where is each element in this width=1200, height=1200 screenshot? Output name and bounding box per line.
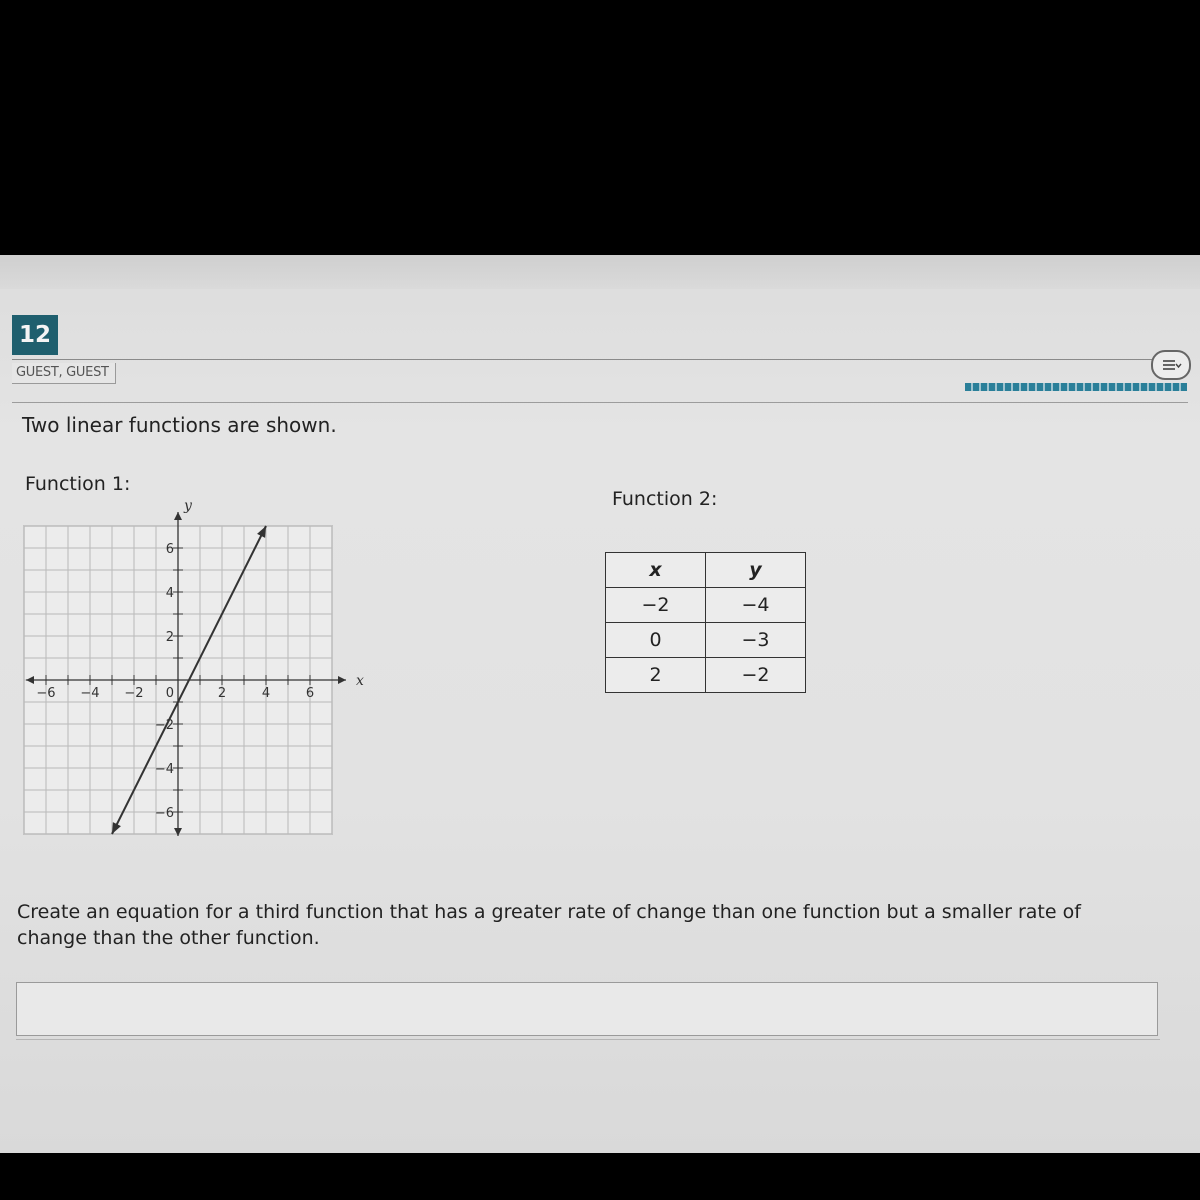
table-header-y: y <box>706 553 806 588</box>
top-band <box>0 255 1200 289</box>
origin-label: 0 <box>165 686 174 701</box>
table-row <box>606 658 806 693</box>
table-cell: 2 <box>606 658 706 693</box>
function1-label: Function 1: <box>25 473 131 495</box>
student-name: GUEST, GUEST <box>12 363 116 384</box>
question-number-badge: 12 <box>12 315 58 355</box>
table-cell: −3 <box>706 623 806 658</box>
table-cell: −4 <box>706 588 806 623</box>
table-header-row <box>606 553 806 588</box>
x-axis-label: x <box>356 673 364 689</box>
table-row <box>606 588 806 623</box>
table-row <box>606 623 806 658</box>
answer-underline <box>16 1039 1160 1040</box>
bottom-bezel <box>0 1153 1200 1200</box>
function2-table <box>605 552 806 693</box>
y-tick-label: −4 <box>154 762 174 777</box>
task-text: Create an equation for a third function that has a greater rate of change than one function but a smaller rate of change than the other function. <box>17 901 1081 949</box>
assessment-screen <box>0 255 1200 1153</box>
y-tick-label: −2 <box>154 718 174 733</box>
x-tick-label: 2 <box>217 686 227 701</box>
x-tick-label: −6 <box>36 686 56 701</box>
tool-progress-strip <box>965 383 1187 391</box>
table-header-x: x <box>606 553 706 588</box>
x-tick-label: 6 <box>305 686 315 701</box>
x-axis-arrow-right <box>338 676 346 684</box>
y-tick-label: 6 <box>165 542 174 557</box>
answer-box[interactable] <box>16 982 1158 1036</box>
function1-graph <box>18 498 364 843</box>
x-tick-label: −2 <box>124 686 144 701</box>
y-tick-label: 2 <box>165 630 174 645</box>
y-tick-label: −6 <box>154 806 174 821</box>
header-divider <box>12 359 1188 360</box>
table-cell: 0 <box>606 623 706 658</box>
menu-button[interactable] <box>1151 350 1191 380</box>
y-tick-label: 4 <box>165 586 174 601</box>
answer-input[interactable] <box>17 983 1157 1035</box>
function2-label: Function 2: <box>612 488 718 510</box>
hamburger-menu-icon <box>1160 357 1182 373</box>
y-axis-label: y <box>184 498 192 514</box>
table-cell: −2 <box>706 658 806 693</box>
table-cell: −2 <box>606 588 706 623</box>
question-prompt: Two linear functions are shown. <box>22 413 337 437</box>
x-tick-label: 4 <box>261 686 271 701</box>
y-axis-arrow-up <box>174 512 182 520</box>
x-tick-label: −4 <box>80 686 100 701</box>
content-divider <box>12 402 1188 403</box>
